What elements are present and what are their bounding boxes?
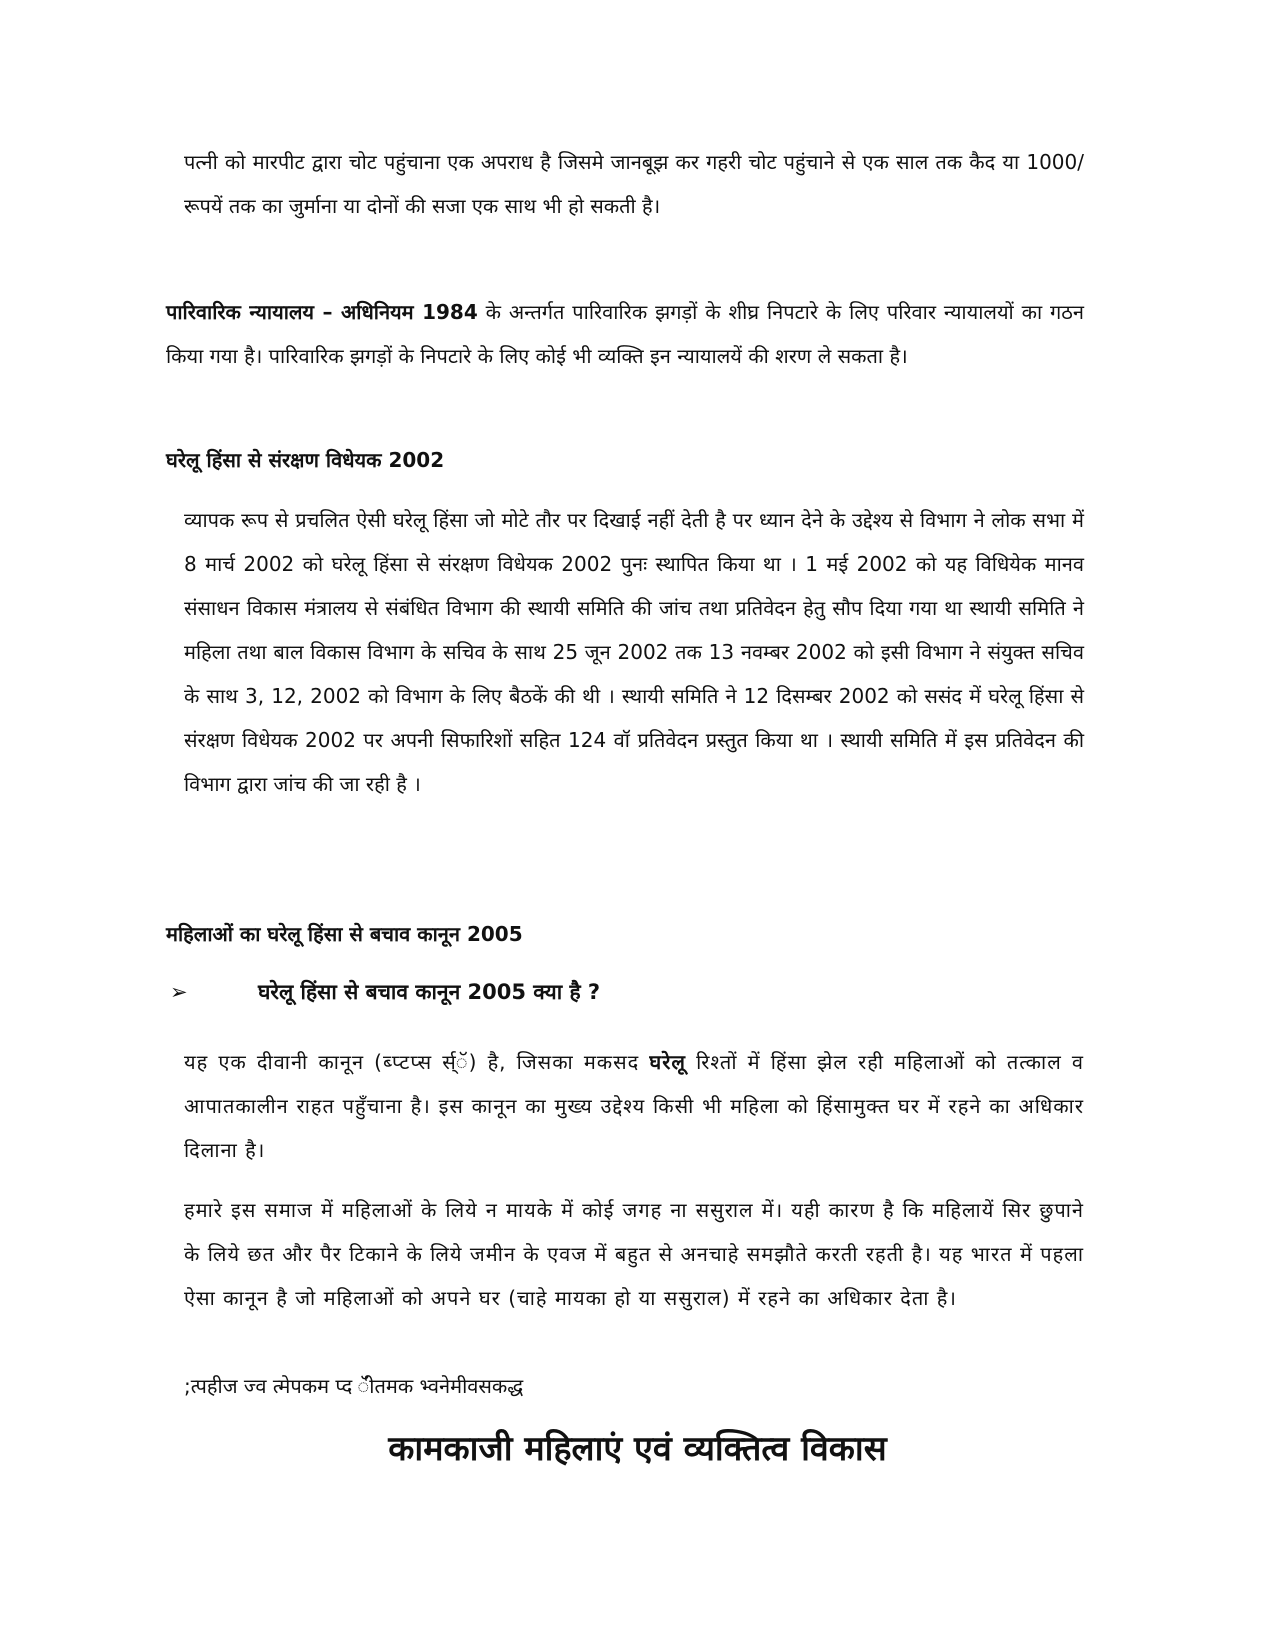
family-court-act-text: के अन्तर्गत पारिवारिक झगड़ों के शीघ्र निपटारे के लिए परिवार न्यायालयों का गठन किया गया है। पारिवारिक झगड़ों के निपटारे के लिए कोई भी व्यक्ति इन न्यायालयें की शरण ले सकता है। xyxy=(166,300,1085,368)
civil-law-text-after: रिश्तों में हिंसा झेल रही महिलाओं को तत्काल व आपातकालीन राहत पहुँचाना है। इस कानून का मुख्य उद्देश्य किसी भी महिला को हिंसामुक्त घर में रहने का अधिकार दिलाना है। xyxy=(184,1050,1084,1162)
bullet-question-text: घरेलू हिंसा से बचाव कानून 2005 क्या है ? xyxy=(258,980,601,1004)
section-title-working-women: कामकाजी महिलाएं एवं व्यक्तित्व विकास xyxy=(388,1429,887,1469)
civil-law-text-before: यह एक दीवानी कानून (ब्प्टप्स र्स्ॅ) है, जिसका मकसद xyxy=(184,1050,650,1074)
arrowhead-bullet-icon: ➢ xyxy=(170,980,188,1004)
heading-domestic-violence-act-2005: महिलाओं का घरेलू हिंसा से बचाव कानून 2005 xyxy=(166,922,523,946)
heading-protection-bill-2002: घरेलू हिंसा से संरक्षण विधेयक 2002 xyxy=(166,448,445,472)
civil-law-bold-word: घरेलू xyxy=(649,1050,686,1074)
paragraph-civil-law-purpose xyxy=(184,1040,1084,1172)
paragraph-wife-assault-penalty: पत्नी को मारपीट द्वारा चोट पहुंचाना एक अपराध है जिसमे जानबूझ कर गहरी चोट पहुंचाने से एक साल तक कैद या 1000/ रूपयें तक का जुर्माना या दोनों की सजा एक साथ भी हो सकती है। xyxy=(184,150,1084,218)
paragraph-family-court-act xyxy=(166,290,1084,378)
paragraph-protection-bill-history: व्यापक रूप से प्रचलित ऐसी घरेलू हिंसा जो मोटे तौर पर दिखाई नहीं देती है पर ध्यान देने के उद्देश्य से विभाग ने लोक सभा में 8 मार्च 2002 को घरेलू हिंसा से संरक्षण विधेयक 2002 पुनः स्थापित किया था । 1 मई 2002 को यह विधियेक मानव संसाधन विकास मंत्रालय से संबंधित विभाग की स्थायी समिति की जांच तथा प्रतिवेदन हेतु सौप दिया गया था स्थायी समिति ने महिला तथा बाल विकास विभाग के सचिव के साथ 25 जून 2002 तक 13 नवम्बर 2002 को इसी विभाग ने संयुक्त सचिव के साथ 3, 12, 2002 को विभाग के लिए बैठकें की थी । स्थायी समिति ने 12 दिसम्बर 2002 को ससंद में घरेलू हिंसा से संरक्षण विधेयक 2002 पर अपनी सिफारिशों सहित 124 वॉ प्रतिवेदन प्रस्तुत किया था । स्थायी समिति में इस प्रतिवेदन की विभाग द्वारा जांच की जा रही है । xyxy=(184,508,1084,796)
family-court-act-title: पारिवारिक न्यायालय – अधिनियम 1984 xyxy=(166,300,478,324)
paragraph-right-to-residence: हमारे इस समाज में महिलाओं के लिये न मायके में कोई जगह ना ससुराल में। यही कारण है कि महिलायें सिर छुपाने के लिये छत और पैर टिकाने के लिये जमीन के एवज में बहुत से अनचाहे समझौते करती रहती है। यह भारत में पहला ऐसा कानून है जो महिलाओं को अपने घर (चाहे मायका हो या ससुराल) में रहने का अधिकार देता है। xyxy=(184,1198,1084,1310)
garbled-text-line: ;त्पहीज ज्व त्मेपकम प्द ॅीतमक भ्वनेमीवसकद्ध xyxy=(184,1374,524,1398)
bullet-question xyxy=(170,978,600,1006)
